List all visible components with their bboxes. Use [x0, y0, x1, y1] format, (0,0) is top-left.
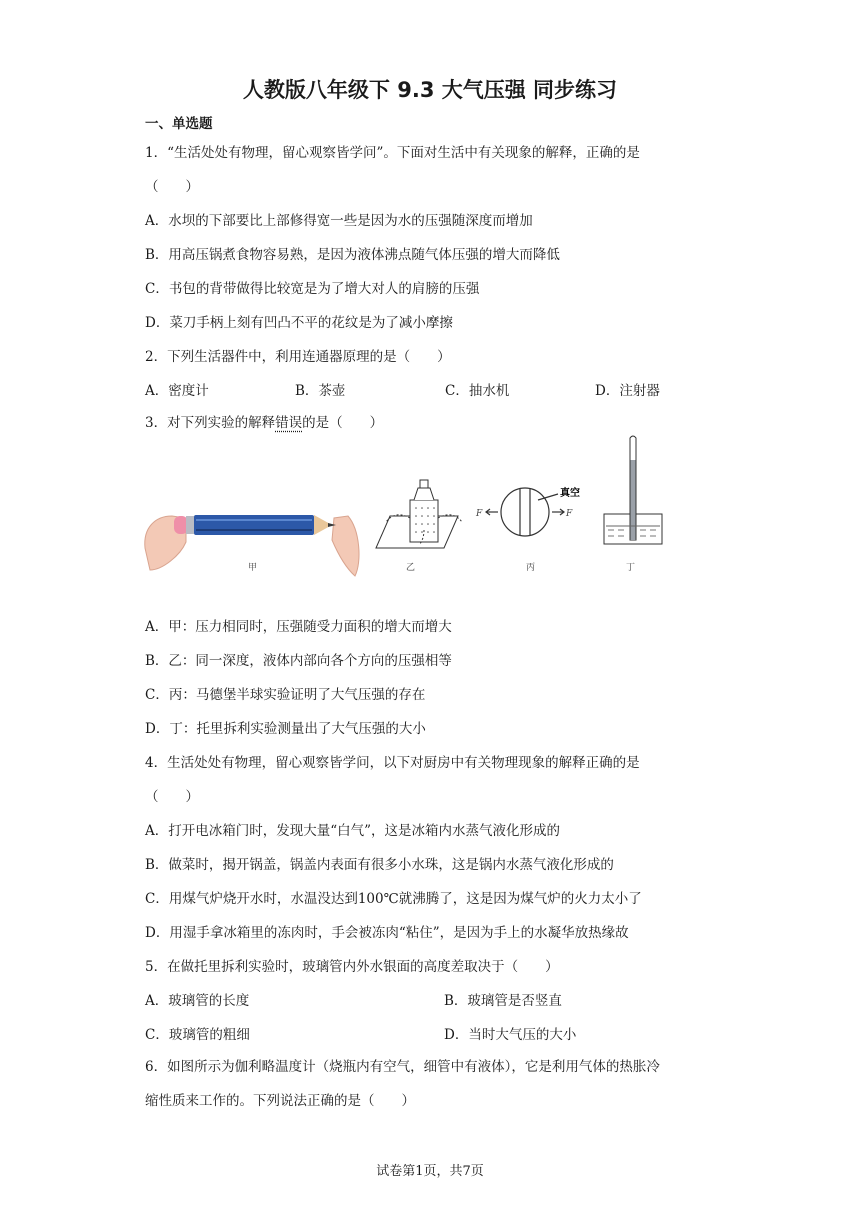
- q1-bracket: （ ）: [145, 179, 199, 195]
- vacuum-label: 真空: [560, 488, 580, 499]
- q4-option-b: B．做菜时，揭开锅盖，锅盖内表面有很多小水珠，这是锅内水蒸气液化形成的: [145, 857, 614, 873]
- q4-option-a: A．打开电冰箱门时，发现大量“白气”，这是冰箱内水蒸气液化形成的: [145, 823, 561, 839]
- q1-option-c: C．书包的背带做得比较宽是为了增大对人的肩膀的压强: [145, 281, 480, 297]
- q3-stem-emphasis: 错误: [275, 415, 303, 431]
- q3-stem: [145, 411, 383, 431]
- section-heading: 一、单选题: [145, 116, 213, 132]
- torricelli-tube-illustration: [604, 436, 662, 544]
- q1-option-a: A．水坝的下部要比上部修得宽一些是因为水的压强随深度而增加: [145, 213, 533, 229]
- q1-option-b: B．用高压锅煮食物容易熟，是因为液体沸点随气体压强的增大而降低: [145, 247, 560, 263]
- figure-label-yi: 乙: [406, 563, 416, 573]
- q5-option-b: B．玻璃管是否竖直: [444, 993, 562, 1009]
- q1-option-d: D．菜刀手柄上刻有凹凸不平的花纹是为了减小摩擦: [145, 315, 453, 331]
- q4-bracket: （ ）: [145, 789, 199, 805]
- q3-option-a: A．甲：压力相同时，压强随受力面积的增大而增大: [145, 619, 452, 635]
- q2-option-d: D．注射器: [595, 383, 660, 399]
- q2-stem: 2．下列生活器件中，利用连通器原理的是（ ）: [145, 349, 451, 365]
- page-footer: 试卷第1页，共7页: [376, 1164, 484, 1179]
- q4-option-c: C．用煤气炉烧开水时，水温没达到100℃就沸腾了，这是因为煤气炉的火力太小了: [145, 891, 642, 907]
- q3-option-d: D．丁：托里拆利实验测量出了大气压强的大小: [145, 721, 426, 737]
- q3-option-c: C．丙：马德堡半球实验证明了大气压强的存在: [145, 687, 426, 703]
- q3-stem-post: 的是（ ）: [302, 415, 384, 431]
- q3-option-b: B．乙：同一深度，液体内部向各个方向的压强相等: [145, 653, 452, 669]
- figure-label-jia: 甲: [248, 563, 258, 573]
- force-label-left: F: [476, 509, 483, 519]
- magdeburg-hemispheres-illustration: [486, 488, 564, 536]
- q4-stem: 4．生活处处有物理，留心观察皆学问，以下对厨房中有关物理现象的解释正确的是: [145, 755, 640, 771]
- q3-figure: [140, 430, 680, 580]
- q6-stem-line2: 缩性质来工作的。下列说法正确的是（ ）: [145, 1093, 415, 1109]
- page-title: 人教版八年级下 9.3 大气压强 同步练习: [242, 78, 618, 102]
- q6-stem-line1: 6．如图所示为伽利略温度计（烧瓶内有空气，细管中有液体），它是利用气体的热胀冷: [145, 1059, 660, 1075]
- q2-option-c: C．抽水机: [445, 383, 510, 399]
- q4-option-d: D．用湿手拿冰箱里的冻肉时，手会被冻肉“粘住”，是因为手上的水凝华放热缘故: [145, 925, 629, 941]
- q1-stem: 1．“生活处处有物理，留心观察皆学问”。下面对生活中有关现象的解释，正确的是: [145, 145, 640, 161]
- q5-option-c: C．玻璃管的粗细: [145, 1027, 250, 1043]
- figure-label-ding: 丁: [626, 563, 636, 573]
- q3-stem-pre: 3．对下列实验的解释: [145, 415, 276, 431]
- q2-option-b: B．茶壶: [295, 383, 346, 399]
- bottle-spray-illustration: [376, 480, 462, 548]
- q5-option-a: A．玻璃管的长度: [145, 993, 250, 1009]
- force-label-right: F: [566, 509, 573, 519]
- q5-stem: 5．在做托里拆利实验时，玻璃管内外水银面的高度差取决于（ ）: [145, 959, 559, 975]
- q2-option-a: A．密度计: [145, 383, 209, 399]
- q5-option-d: D．当时大气压的大小: [444, 1027, 577, 1043]
- figure-label-bing: 丙: [526, 563, 536, 573]
